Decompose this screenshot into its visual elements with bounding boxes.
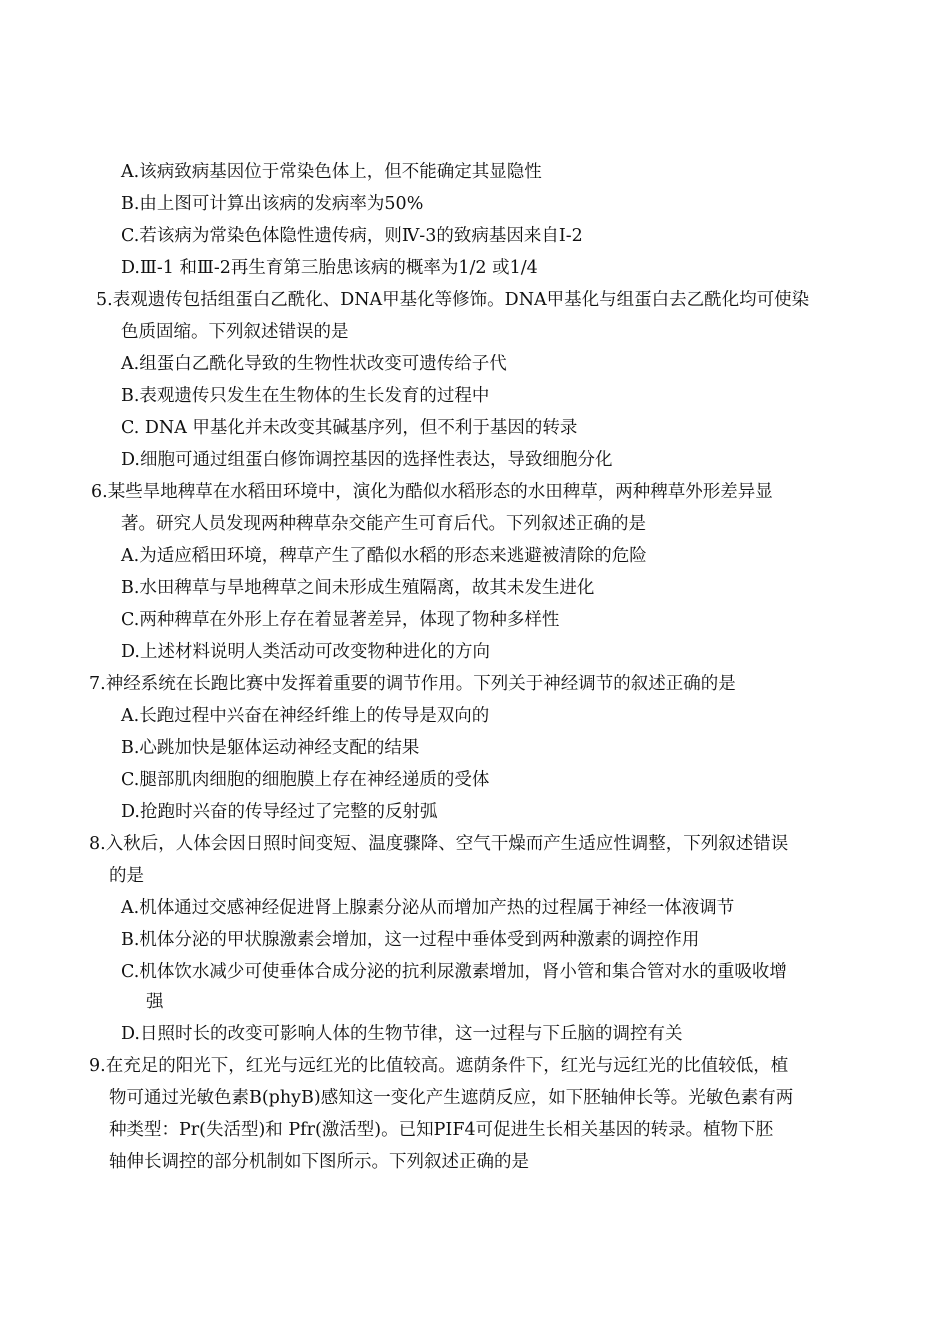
q8-stem-line-2: 的是 [109, 866, 144, 886]
q6-option-d: D.上述材料说明人类活动可改变物种进化的方向 [121, 642, 490, 662]
q5-stem-line-1: 5.表观遗传包括组蛋白乙酰化、DNA甲基化等修饰。DNA甲基化与组蛋白去乙酰化均可使染 [96, 290, 810, 310]
q9-stem-line-4: 轴伸长调控的部分机制如下图所示。下列叙述正确的是 [109, 1152, 529, 1172]
q5-option-c: C. DNA 甲基化并未改变其碱基序列，但不利于基因的转录 [121, 418, 578, 438]
q4-option-b: B.由上图可计算出该病的发病率为50% [121, 194, 424, 214]
q8-option-c-cont: 强 [146, 992, 164, 1012]
q4-option-a: A.该病致病基因位于常染色体上，但不能确定其显隐性 [121, 162, 542, 182]
q9-stem-line-3: 种类型：Pr(失活型)和 Pfr(激活型)。已知PIF4可促进生长相关基因的转录。植物下胚 [109, 1120, 774, 1140]
q5-option-a: A.组蛋白乙酰化导致的生物性状改变可遗传给子代 [121, 354, 507, 374]
q8-stem-line-1: 8.入秋后，人体会因日照时间变短、温度骤降、空气干燥而产生适应性调整，下列叙述错误 [89, 834, 789, 854]
q5-option-d: D.细胞可通过组蛋白修饰调控基因的选择性表达，导致细胞分化 [121, 450, 613, 470]
q8-option-c: C.机体饮水减少可使垂体合成分泌的抗利尿激素增加，肾小管和集合管对水的重吸收增 [121, 962, 787, 982]
q9-stem-line-1: 9.在充足的阳光下，红光与远红光的比值较高。遮荫条件下，红光与远红光的比值较低，植 [89, 1056, 789, 1076]
q6-option-a: A.为适应稻田环境，稗草产生了酷似水稻的形态来逃避被清除的危险 [121, 546, 647, 566]
q7-option-a: A.长跑过程中兴奋在神经纤维上的传导是双向的 [121, 706, 490, 726]
q6-option-c: C.两种稗草在外形上存在着显著差异，体现了物种多样性 [121, 610, 560, 630]
q8-option-d: D.日照时长的改变可影响人体的生物节律，这一过程与下丘脑的调控有关 [121, 1024, 683, 1044]
q6-stem-line-2: 著。研究人员发现两种稗草杂交能产生可育后代。下列叙述正确的是 [121, 514, 646, 534]
q7-option-d: D.抢跑时兴奋的传导经过了完整的反射弧 [121, 802, 438, 822]
q9-stem-line-2: 物可通过光敏色素B(phyB)感知这一变化产生遮荫反应，如下胚轴伸长等。光敏色素有两 [109, 1088, 794, 1108]
q5-stem-line-2: 色质固缩。下列叙述错误的是 [121, 322, 349, 342]
q6-option-b: B.水田稗草与旱地稗草之间未形成生殖隔离，故其未发生进化 [121, 578, 595, 598]
q8-option-a: A.机体通过交感神经促进肾上腺素分泌从而增加产热的过程属于神经一体液调节 [121, 898, 735, 918]
q4-option-c: C.若该病为常染色体隐性遗传病，则Ⅳ-3的致病基因来自Ⅰ-2 [121, 226, 583, 246]
q5-option-b: B.表观遗传只发生在生物体的生长发育的过程中 [121, 386, 490, 406]
q8-option-b: B.机体分泌的甲状腺激素会增加，这一过程中垂体受到两种激素的调控作用 [121, 930, 700, 950]
q4-option-d: D.Ⅲ-1 和Ⅲ-2再生育第三胎患该病的概率为1/2 或1/4 [121, 258, 538, 278]
q7-option-c: C.腿部肌肉细胞的细胞膜上存在神经递质的受体 [121, 770, 490, 790]
q7-stem-line-1: 7.神经系统在长跑比赛中发挥着重要的调节作用。下列关于神经调节的叙述正确的是 [89, 674, 736, 694]
q7-option-b: B.心跳加快是躯体运动神经支配的结果 [121, 738, 420, 758]
q6-stem-line-1: 6.某些旱地稗草在水稻田环境中，演化为酷似水稻形态的水田稗草，两种稗草外形差异显 [91, 482, 773, 502]
